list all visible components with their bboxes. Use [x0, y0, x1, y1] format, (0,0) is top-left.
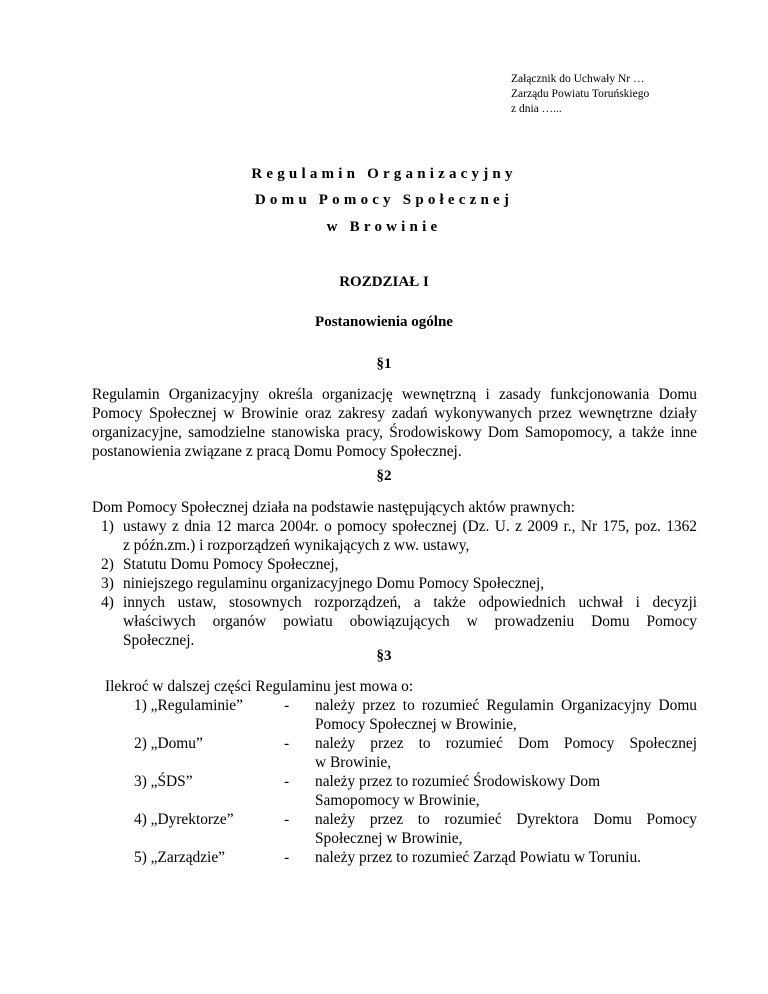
list-intro: Dom Pomocy Społecznej działa na podstawie następujących aktów prawnych: — [92, 499, 575, 516]
definition-text — [315, 849, 697, 868]
definition-term: 4) „Dyrektorze” — [134, 811, 234, 828]
list-item-line: właściwych organów powiatu obowiązujących w prowadzeniu Domu Pomocy — [123, 613, 697, 630]
annex-line: Zarządu Powiatu Toruńskiego — [511, 88, 650, 100]
document-title-line: Domu Pomocy Społecznej — [254, 192, 514, 208]
paragraph-line: postanowienia związane z pracą Domu Pomocy Społecznej. — [92, 443, 462, 460]
list-item-line: Społecznej. — [123, 632, 195, 649]
definition-dash: - — [284, 849, 290, 866]
definition-text — [315, 811, 697, 848]
paragraph-line: Pomocy Społecznej w Browinie oraz zakresy zadań wykonywanych przez wewnętrzne działy — [92, 405, 697, 422]
definition-line: należy przez to rozumieć Zarząd Powiatu w Toruniu. — [315, 849, 641, 866]
definition-text — [315, 697, 697, 734]
definition-line: Pomocy Społecznej w Browinie, — [315, 715, 517, 733]
definition-text — [315, 773, 697, 810]
definition-line: w Browinie, — [315, 753, 392, 771]
definition-dash: - — [284, 773, 290, 790]
section-symbol: §2 — [376, 468, 392, 484]
section1-paragraph — [92, 385, 697, 461]
definition-term: 2) „Domu” — [134, 735, 203, 752]
definition-line: Samopomocy w Browinie, — [315, 791, 480, 809]
list-number: 3) — [101, 575, 114, 592]
chapter-subheading: Postanowienia ogólne — [315, 314, 453, 330]
annex-line: Załącznik do Uchwały Nr … — [511, 73, 645, 85]
list-item — [92, 555, 697, 574]
annex-line: z dnia …... — [511, 103, 562, 115]
definition-term: 5) „Zarządzie” — [134, 849, 225, 866]
paragraph-line: Regulamin Organizacyjny określa organizację wewnętrzną i zasady funkcjonowania Domu — [92, 386, 697, 403]
definition-term: 3) „ŚDS” — [134, 773, 193, 790]
chapter-heading: ROZDZIAŁ I — [339, 274, 429, 290]
definition-line: należy przez to rozumieć Dyrektora Domu Pomocy — [315, 811, 697, 828]
definition-dash: - — [284, 811, 290, 828]
definition-dash: - — [284, 735, 290, 752]
list-number: 2) — [101, 556, 114, 573]
definition-line: Społecznej w Browinie, — [315, 829, 463, 847]
section2-list — [92, 498, 697, 650]
list-item — [92, 517, 697, 555]
list-item — [92, 593, 697, 650]
definition-line: należy przez to rozumieć Dom Pomocy Społecznej — [315, 735, 697, 752]
list-item-line: niniejszego regulaminu organizacyjnego Domu Pomocy Społecznej, — [123, 575, 545, 592]
definition-line: należy przez to rozumieć Środowiskowy Dom — [315, 773, 601, 790]
definition-dash: - — [284, 697, 290, 714]
document-title-line: w Browinie — [326, 219, 442, 235]
list-number: 1) — [101, 518, 114, 535]
list-item-line: z późn.zm.) i rozporządzeń wynikających z ww. ustawy, — [123, 537, 470, 554]
section-symbol: §3 — [376, 648, 392, 664]
annex-note — [511, 72, 649, 117]
definition-text — [315, 735, 697, 772]
definition-line: należy przez to rozumieć Regulamin Organizacyjny Domu — [315, 697, 697, 714]
list-item-line: Statutu Domu Pomocy Społecznej, — [123, 556, 339, 573]
list-item-line: innych ustaw, stosownych rozporządzeń, a także odpowiednich uchwał i decyzji — [123, 594, 697, 611]
definitions-intro: Ilekroć w dalszej części Regulaminu jest mowa o: — [105, 678, 414, 695]
section-symbol: §1 — [376, 356, 392, 372]
definition-term: 1) „Regulaminie” — [134, 697, 243, 714]
document-title-line: Regulamin Organizacyjny — [251, 166, 517, 182]
list-item-line: ustawy z dnia 12 marca 2004r. o pomocy społecznej (Dz. U. z 2009 r., Nr 175, poz. 1362 — [123, 518, 697, 535]
list-number: 4) — [101, 594, 114, 611]
paragraph-line: organizacyjne, samodzielne stanowiska pracy, Środowiskowy Dom Samopomocy, a także inne — [92, 424, 697, 441]
list-item — [92, 574, 697, 593]
